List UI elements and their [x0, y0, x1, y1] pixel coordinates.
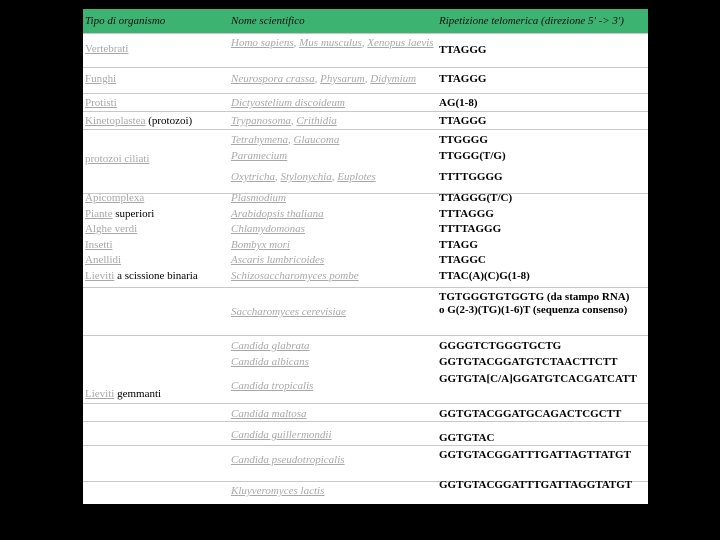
organism-link[interactable]: Anellidi: [85, 254, 122, 266]
organism-link[interactable]: Vertebrati: [85, 43, 129, 55]
scientific-name-cell: [231, 37, 436, 50]
species-link[interactable]: Glaucoma: [293, 134, 340, 146]
header-organism-type: Tipo di organismo: [85, 15, 166, 27]
species-link[interactable]: Dictyostelium discoideum: [231, 97, 345, 109]
telomeric-repeat-cell: GGGGTCTGGGTGCTG: [439, 340, 562, 352]
scientific-name-cell: [231, 192, 441, 205]
scientific-name-cell: [231, 340, 441, 353]
telomeric-repeat-cell: GGTGTACGGATTTGATTAGGTATGT: [439, 479, 633, 491]
organism-link[interactable]: Funghi: [85, 73, 117, 85]
scientific-name-cell: [231, 380, 441, 393]
separator: ,: [364, 73, 371, 85]
scientific-name-cell: [231, 223, 441, 236]
organism-link[interactable]: Lieviti: [85, 388, 115, 400]
organism-type-cell: [85, 208, 154, 221]
telomeric-repeat-cell: TTAGGG: [439, 115, 487, 127]
separator: ,: [288, 134, 294, 146]
telomeric-repeat-cell: GGTGTAC: [439, 432, 495, 444]
telomeric-repeat-cell: GGTGTACGGATGTCTAACTTCTT: [439, 356, 618, 368]
species-link[interactable]: Neurospora crassa: [231, 73, 315, 85]
telomeric-repeat-cell: TTAGG: [439, 239, 478, 251]
species-link[interactable]: Stylonychia: [280, 171, 332, 183]
telomeric-repeat-cell: TTAC(A)(C)G(1-8): [439, 270, 530, 282]
species-link[interactable]: Didymium: [370, 73, 417, 85]
species-link[interactable]: Crithidia: [296, 115, 337, 127]
telomeric-repeat-cell: TTTAGGG: [439, 208, 494, 220]
telomeric-repeat-cell: TGTGGGTGTGGTG (da stampo RNA) o G(2-3)(TG)(1-6)T (sequenza consenso): [439, 291, 630, 316]
telomeric-repeat-cell: TTAGGC: [439, 254, 486, 266]
species-link[interactable]: Homo sapiens: [231, 37, 294, 49]
organism-type-cell: [85, 388, 161, 401]
organism-type-cell: [85, 223, 137, 236]
organism-link[interactable]: Alghe verdi: [85, 223, 138, 235]
organism-type-cell: [85, 43, 128, 56]
species-link[interactable]: Bombyx mori: [231, 239, 290, 251]
species-link[interactable]: Xenopus laevis: [367, 37, 434, 49]
scientific-name-cell: [231, 408, 441, 421]
species-link[interactable]: Chlamydomonas: [231, 223, 305, 235]
telomeric-repeat-cell: AG(1-8): [439, 97, 478, 109]
scientific-name-cell: [231, 270, 441, 283]
scientific-name-cell: [231, 97, 441, 110]
separator: ,: [290, 115, 297, 127]
species-link[interactable]: Arabidopsis thaliana: [231, 208, 324, 220]
telomeric-repeat-cell: GGTGTACGGATTTGATTAGTTATGT: [439, 449, 631, 461]
species-link[interactable]: Saccharomyces cerevisiae: [231, 306, 346, 318]
telomeric-repeat-cell: TTTTGGGG: [439, 171, 503, 183]
telomeric-repeat-cell: TTAGGG(T/C): [439, 192, 513, 204]
species-link[interactable]: Ascaris lumbricoides: [231, 254, 325, 266]
separator: ,: [314, 73, 321, 85]
organism-type-cell: [85, 192, 144, 205]
species-link[interactable]: Schizosaccharomyces pombe: [231, 270, 359, 282]
organism-type-cell: [85, 153, 149, 166]
organism-type-text: gemmanti: [114, 388, 162, 400]
scientific-name-cell: [231, 171, 441, 184]
scientific-name-cell: [231, 356, 441, 369]
organism-link[interactable]: Kinetoplastea: [85, 115, 146, 127]
species-link[interactable]: Candida albicans: [231, 356, 309, 368]
species-link[interactable]: Kluyveromyces lactis: [231, 485, 325, 497]
organism-link[interactable]: Insetti: [85, 239, 113, 251]
organism-type-text: a scissione binaria: [114, 270, 198, 282]
scientific-name-cell: [231, 134, 441, 147]
scientific-name-cell: [231, 115, 441, 128]
organism-type-cell: [85, 73, 116, 86]
telomeric-repeat-cell: GGTGTA[C/A]GGATGTCACGATCATT: [439, 373, 637, 385]
scientific-name-cell: [231, 485, 441, 498]
scientific-name-cell: [231, 239, 441, 252]
organism-type-cell: [85, 254, 121, 267]
organism-type-cell: [85, 239, 113, 252]
species-link[interactable]: Candida tropicalis: [231, 380, 314, 392]
telomeric-repeat-cell: TTGGG(T/G): [439, 150, 506, 162]
organism-link[interactable]: Protisti: [85, 97, 117, 109]
species-link[interactable]: Physarum: [320, 73, 365, 85]
telomeric-repeat-cell: TTAGGG: [439, 44, 487, 56]
species-link[interactable]: Mus musculus: [299, 37, 362, 49]
scientific-name-cell: [231, 454, 441, 467]
species-link[interactable]: Tetrahymena: [231, 134, 289, 146]
organism-type-cell: [85, 115, 192, 128]
header-scientific-name: Nome scientifico: [231, 15, 305, 27]
organism-type-text: superiori: [112, 208, 155, 220]
telomeric-repeat-cell: TTAGGG: [439, 73, 487, 85]
organism-link[interactable]: Apicomplexa: [85, 192, 145, 204]
telomeric-repeat-cell: TTTTAGGG: [439, 223, 502, 235]
separator: ,: [274, 171, 281, 183]
scientific-name-cell: [231, 73, 441, 86]
species-link[interactable]: Paramecium: [231, 150, 288, 162]
separator: ,: [361, 37, 368, 49]
scientific-name-cell: [231, 208, 441, 221]
species-link[interactable]: Candida maltosa: [231, 408, 307, 420]
species-link[interactable]: Plasmodium: [231, 192, 286, 204]
telomeric-repeat-cell: GGTGTACGGATGCAGACTCGCTT: [439, 408, 622, 420]
species-link[interactable]: Oxytricha: [231, 171, 275, 183]
scientific-name-cell: [231, 429, 441, 442]
species-link[interactable]: Candida guillermondii: [231, 429, 332, 441]
organism-link[interactable]: Lieviti: [85, 270, 115, 282]
species-link[interactable]: Candida glabrata: [231, 340, 310, 352]
organism-link[interactable]: Piante: [85, 208, 113, 220]
scientific-name-cell: [231, 306, 441, 319]
scientific-name-cell: [231, 254, 441, 267]
separator: ,: [331, 171, 338, 183]
scientific-name-cell: [231, 150, 441, 163]
telomere-table: [83, 9, 648, 504]
species-link[interactable]: Trypanosoma: [231, 115, 291, 127]
organism-type-text: (protozoi): [145, 115, 193, 127]
header-telomeric-repeat: Ripetizione telomerica (direzione 5' -> 3'): [439, 15, 624, 27]
species-link[interactable]: Candida pseudotropicalis: [231, 454, 345, 466]
species-link[interactable]: Euplotes: [337, 171, 376, 183]
organism-link[interactable]: protozoi ciliati: [85, 153, 150, 165]
organism-type-cell: [85, 270, 198, 283]
separator: ,: [293, 37, 300, 49]
telomeric-repeat-cell: TTGGGG: [439, 134, 488, 146]
organism-type-cell: [85, 97, 117, 110]
